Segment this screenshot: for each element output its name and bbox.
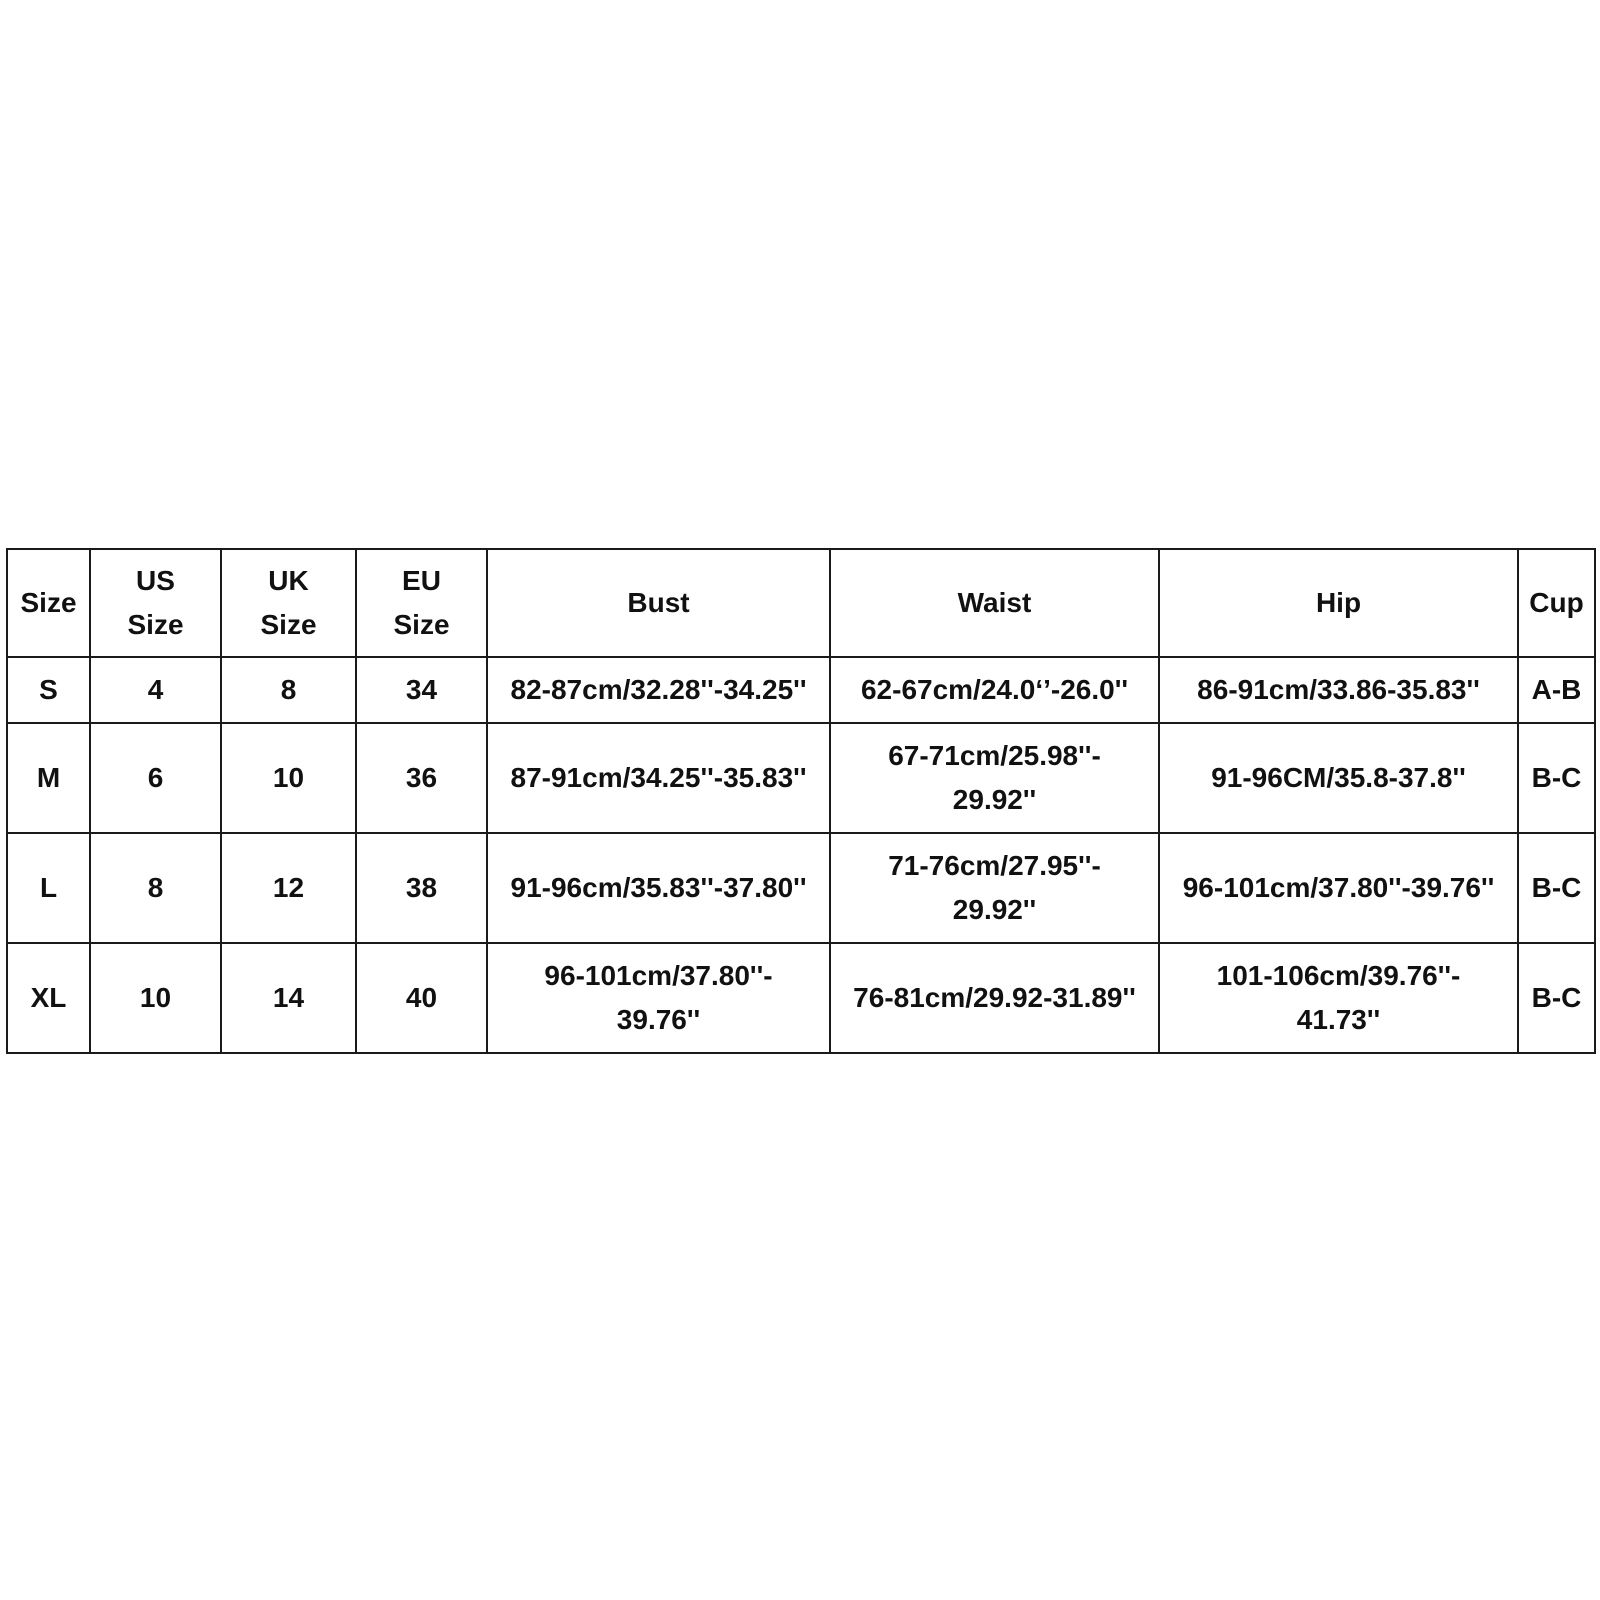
table-row [7,723,1595,833]
cell-waist [830,943,1159,1053]
header-waist: Waist [830,549,1159,657]
cell-hip-line: 101-106cm/39.76''- [1216,960,1461,991]
cell-waist [830,657,1159,723]
cell-uk-size: 10 [221,723,356,833]
header-us-size [90,549,221,657]
cell-size: M [7,723,90,833]
header-eu-size-line2: Size [393,609,450,640]
header-cup: Cup [1518,549,1595,657]
cell-eu-size: 34 [356,657,487,723]
header-row [7,549,1595,657]
cell-bust-line: 96-101cm/37.80''- [544,960,773,991]
cell-uk-size: 8 [221,657,356,723]
cell-hip-line: 86-91cm/33.86-35.83'' [1197,674,1480,705]
cell-waist [830,723,1159,833]
cell-bust-line: 39.76'' [616,1004,701,1035]
cell-eu-size: 40 [356,943,487,1053]
cell-waist [830,833,1159,943]
cell-hip [1159,723,1518,833]
cell-hip-line: 96-101cm/37.80''-39.76'' [1182,872,1495,903]
cell-waist-line: 71-76cm/27.95''- [888,850,1101,881]
cell-cup: B-C [1518,943,1595,1053]
cell-cup: B-C [1518,723,1595,833]
cell-cup: B-C [1518,833,1595,943]
cell-bust-line: 87-91cm/34.25''-35.83'' [510,762,807,793]
cell-waist-line: 67-71cm/25.98''- [888,740,1101,771]
cell-bust [487,723,830,833]
header-bust: Bust [487,549,830,657]
header-hip: Hip [1159,549,1518,657]
cell-hip [1159,833,1518,943]
header-us-size-line2: Size [127,609,184,640]
table-row [7,657,1595,723]
table-row [7,833,1595,943]
cell-us-size: 10 [90,943,221,1053]
cell-us-size: 6 [90,723,221,833]
cell-eu-size: 38 [356,833,487,943]
header-eu-size-line1: EU [402,565,441,596]
cell-cup: A-B [1518,657,1595,723]
cell-uk-size: 12 [221,833,356,943]
size-chart-table [6,548,1596,1054]
cell-size: S [7,657,90,723]
header-uk-size [221,549,356,657]
cell-waist-line: 76-81cm/29.92-31.89'' [853,982,1136,1013]
cell-waist-line: 62-67cm/24.0‘’-26.0'' [860,674,1129,705]
header-uk-size-line2: Size [260,609,317,640]
header-size: Size [7,549,90,657]
header-us-size-line1: US [136,565,175,596]
cell-bust-line: 91-96cm/35.83''-37.80'' [510,872,807,903]
cell-bust-line: 82-87cm/32.28''-34.25'' [510,674,807,705]
header-uk-size-line1: UK [268,565,309,596]
cell-bust [487,943,830,1053]
cell-us-size: 8 [90,833,221,943]
cell-us-size: 4 [90,657,221,723]
cell-hip [1159,657,1518,723]
cell-uk-size: 14 [221,943,356,1053]
cell-eu-size: 36 [356,723,487,833]
cell-waist-line: 29.92'' [952,784,1037,815]
header-eu-size [356,549,487,657]
cell-waist-line: 29.92'' [952,894,1037,925]
cell-bust [487,657,830,723]
cell-hip-line: 41.73'' [1296,1004,1381,1035]
cell-hip-line: 91-96CM/35.8-37.8'' [1211,762,1466,793]
cell-size: L [7,833,90,943]
table-row [7,943,1595,1053]
cell-bust [487,833,830,943]
cell-hip [1159,943,1518,1053]
cell-size: XL [7,943,90,1053]
